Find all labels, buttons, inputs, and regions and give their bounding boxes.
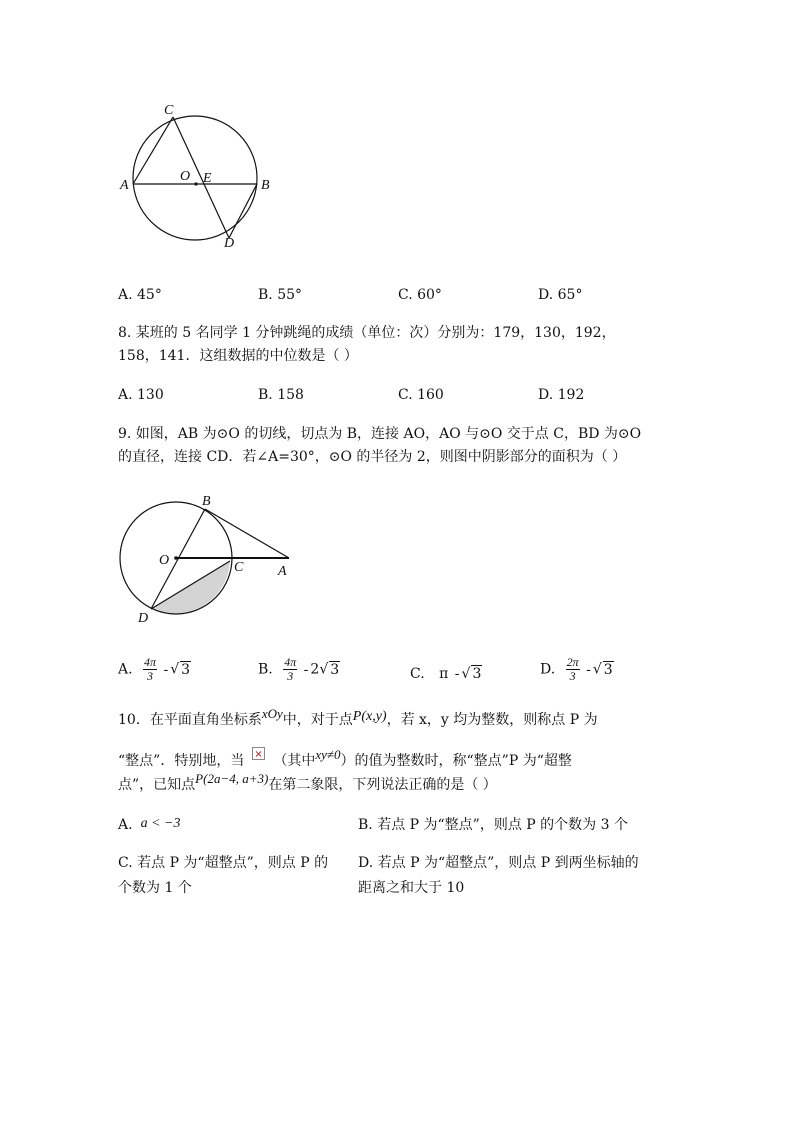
- label-c: C: [164, 103, 174, 118]
- q10-option-b: B. 若点 P 为“整点”，则点 P 的个数为 3 个: [358, 817, 628, 833]
- q8-option-a: A. 130: [118, 387, 164, 403]
- q10-stem-line2: “整点”．特别地，当× （其中xy≠0）的值为整数时，称“整点”P 为“超整: [118, 751, 572, 771]
- chord-bd: [229, 184, 257, 238]
- q8-stem-line2: 158，141．这组数据的中位数是（ ）: [118, 348, 358, 364]
- circle-o: [133, 116, 257, 240]
- label-o: O: [159, 553, 170, 568]
- q10-option-d-line1: D. 若点 P 为“超整点”，则点 P 到两坐标轴的: [358, 855, 639, 871]
- q8-stem-line1: 8. 某班的 5 名同学 1 分钟跳绳的成绩（单位：次）分别为：179，130，192，: [118, 325, 616, 341]
- q7-option-d: D. 65°: [538, 287, 583, 303]
- q10-option-a: A. a < −3: [118, 816, 181, 833]
- q8-option-b: B. 158: [258, 387, 304, 403]
- label-d: D: [138, 611, 149, 626]
- label-e: E: [203, 171, 212, 186]
- center-dot-o: [174, 556, 178, 560]
- label-b: B: [202, 494, 211, 509]
- math-point-p-2a: P(2a−4, a+3): [195, 771, 269, 786]
- label-a: A: [120, 178, 129, 193]
- figure-circle-abcd: [112, 98, 282, 248]
- q9-option-c: C. π - √ 3: [410, 666, 482, 682]
- math-point-p: P(x,y): [352, 709, 387, 724]
- label-o: O: [180, 169, 191, 184]
- label-d: D: [224, 236, 235, 248]
- q8-option-c: C. 160: [398, 387, 444, 403]
- math-xoy: xOy: [261, 706, 283, 721]
- q9-stem-line1: 9. 如图，AB 为⊙O 的切线，切点为 B，连接 AO，AO 与⊙O 交于点 C，BD 为⊙O: [118, 426, 642, 442]
- q10-option-c-line1: C. 若点 P 为“超整点”，则点 P 的: [118, 855, 329, 871]
- q7-option-a: A. 45°: [118, 287, 162, 303]
- q10-option-d-line2: 距离之和大于 10: [358, 880, 465, 896]
- figure-tangent-circle: [110, 490, 300, 630]
- q10-option-c-line2: 个数为 1 个: [118, 880, 192, 896]
- tangent-ab: [205, 509, 289, 558]
- q7-option-b: B. 55°: [258, 287, 303, 303]
- label-a: A: [278, 564, 287, 579]
- broken-image-icon: [252, 747, 265, 760]
- math-xy-neq-0: xy≠0: [315, 747, 341, 762]
- q7-option-c: C. 60°: [398, 287, 442, 303]
- q9-option-a: A. $\frac{4\pi}{3}$ - √ 3: [118, 655, 191, 683]
- q10-stem-line1: 10．在平面直角坐标系xOy中，对于点P(x,y)，若 x，y 均为整数，则称点 P 为: [118, 706, 598, 728]
- q9-stem-line2: 的直径，连接 CD．若∠A=30°，⊙O 的半径为 2，则图中阴影部分的面积为（ ）: [118, 449, 627, 465]
- q9-option-d: D. $\frac{2\pi}{3}$ - √ 3: [540, 655, 613, 683]
- q9-option-b: B. $\frac{4\pi}{3}$ - 2√ 3: [258, 655, 340, 683]
- center-dot-o: [194, 182, 197, 185]
- q10-stem-line3: 点”，已知点P(2a−4, a+3)在第二象限，下列说法正确的是（ ）: [118, 771, 497, 793]
- q8-option-d: D. 192: [538, 387, 585, 403]
- label-b: B: [261, 178, 270, 193]
- label-c: C: [234, 560, 244, 575]
